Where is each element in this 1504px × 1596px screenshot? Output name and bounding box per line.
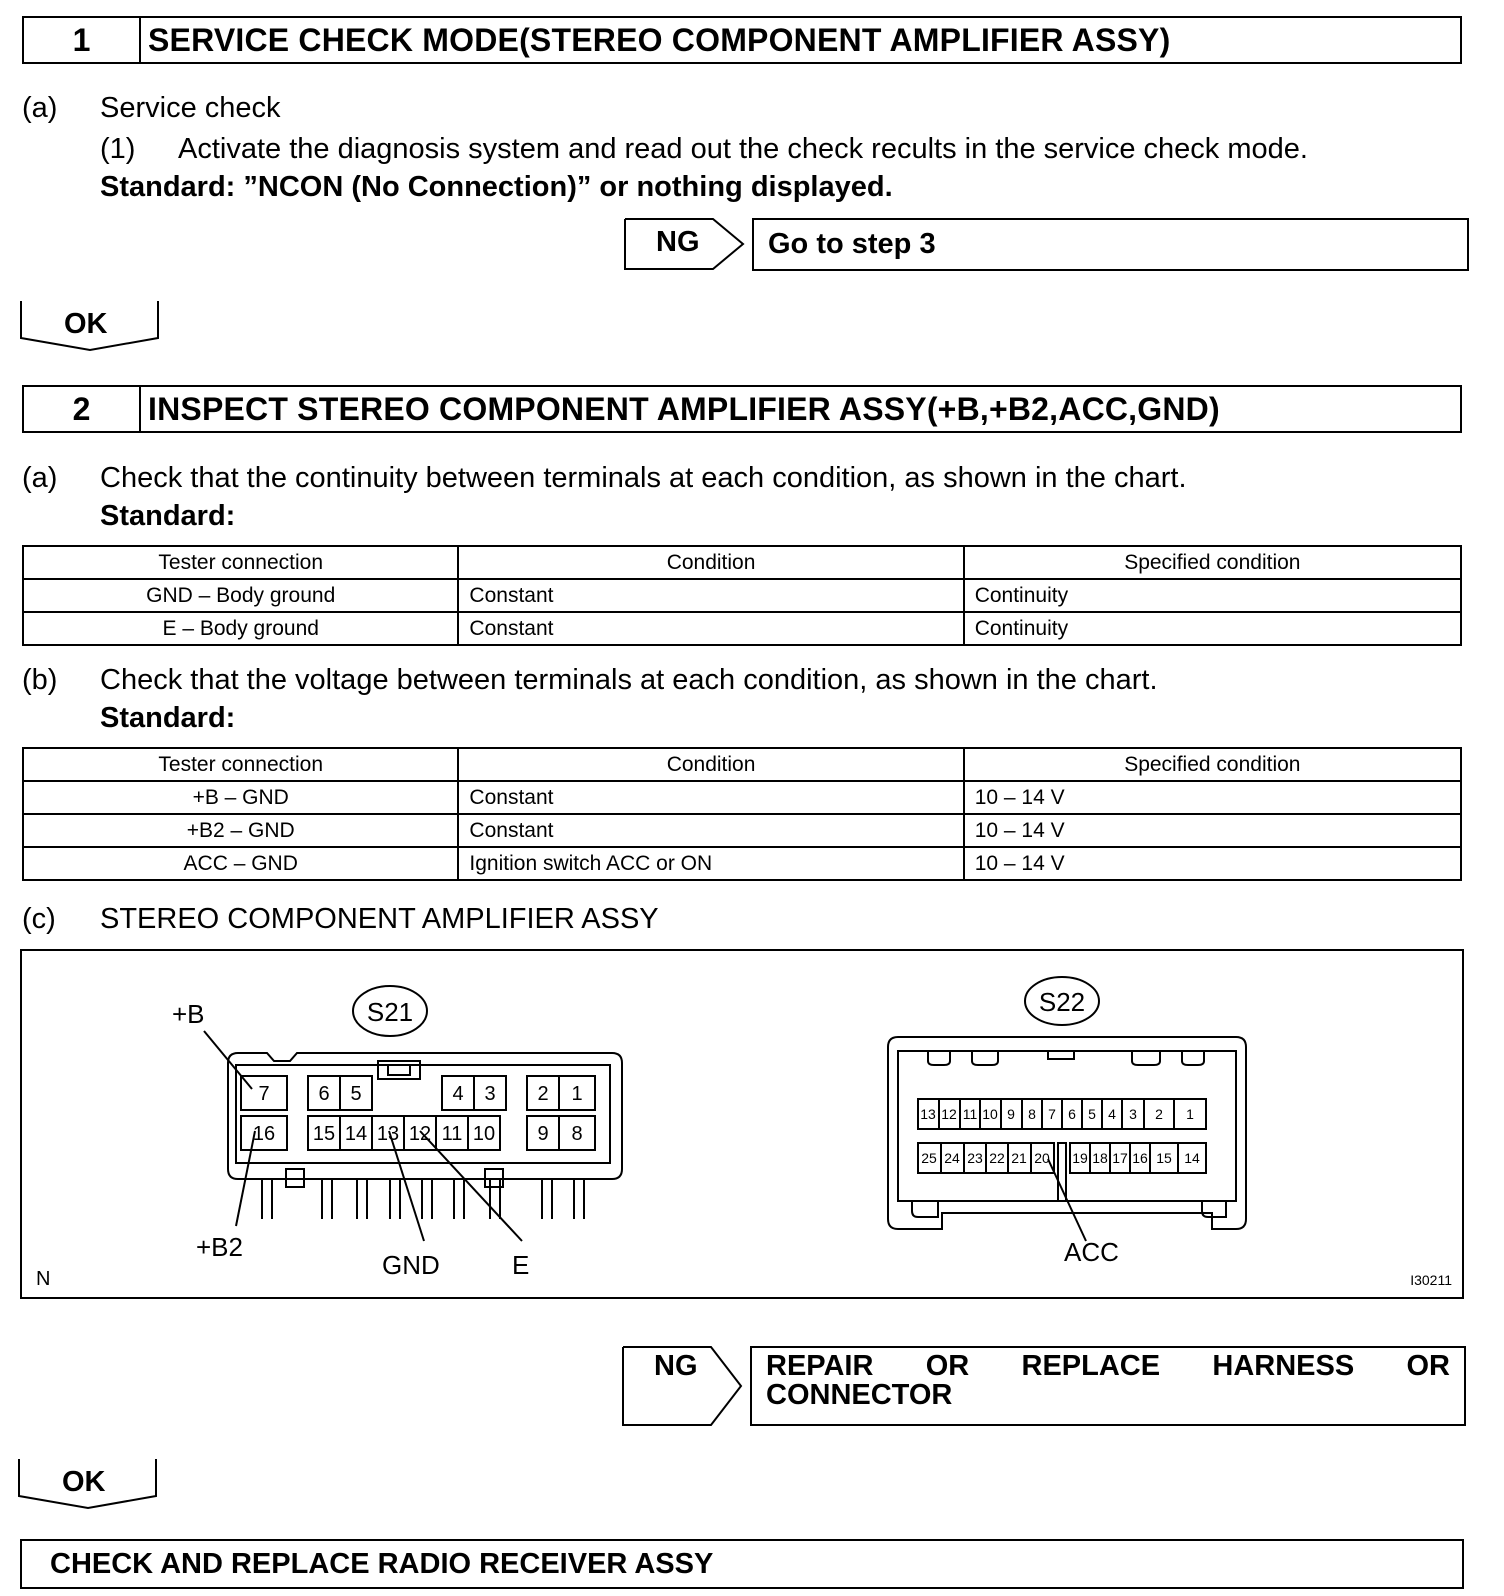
final-action-box xyxy=(20,1539,1464,1589)
pin-label: 1 xyxy=(571,1083,583,1105)
pin-label: 17 xyxy=(1112,1150,1128,1166)
step-number: 1 xyxy=(24,18,141,62)
ok-indicator xyxy=(20,300,160,352)
table-row xyxy=(23,847,1461,880)
header-cell: Specified condition xyxy=(964,546,1461,579)
callout-b: +B xyxy=(172,999,205,1029)
step-title: INSPECT STEREO COMPONENT AMPLIFIER ASSY(+B,+B2,ACC,GND) xyxy=(148,390,1220,427)
pin-label: 15 xyxy=(312,1123,336,1145)
pin-label: 15 xyxy=(1156,1150,1172,1166)
pin-label: 11 xyxy=(962,1106,978,1122)
table-cell: Constant xyxy=(458,612,963,645)
s22-label: S22 xyxy=(1038,987,1086,1017)
table-cell: ACC – GND xyxy=(23,847,458,880)
ok-indicator xyxy=(18,1458,158,1510)
pin-label: 12 xyxy=(408,1123,432,1145)
header-cell: Condition xyxy=(458,546,963,579)
table-cell: Constant xyxy=(458,579,963,612)
pin-label: 20 xyxy=(1034,1150,1050,1166)
table-cell: Continuity xyxy=(964,612,1461,645)
figure-id: I30211 xyxy=(1410,1272,1452,1288)
s21-label: S21 xyxy=(366,997,414,1027)
callout-b2: +B2 xyxy=(196,1232,243,1262)
pin-label: 23 xyxy=(967,1150,983,1166)
ng-action-text: Go to step 3 xyxy=(768,228,936,260)
pin-label: 11 xyxy=(441,1123,463,1145)
pin-label: 19 xyxy=(1072,1150,1088,1166)
callout-gnd: GND xyxy=(382,1250,440,1280)
ng-action-text: REPAIR OR REPLACE HARNESS OR CONNECTOR xyxy=(766,1350,1450,1411)
pin-label: 22 xyxy=(989,1150,1005,1166)
pin-label: 10 xyxy=(472,1123,496,1145)
pin-label: 12 xyxy=(941,1106,957,1122)
table-row xyxy=(23,781,1461,814)
item-label: (a) xyxy=(22,462,58,494)
step-number: 2 xyxy=(24,387,141,431)
pin-label: 3 xyxy=(1129,1106,1137,1122)
callout-acc: ACC xyxy=(1064,1237,1119,1267)
pin-label: 5 xyxy=(350,1083,362,1105)
item-text: Check that the continuity between terminals at each condition, as shown in the chart. xyxy=(100,462,1187,494)
step-1-header xyxy=(22,16,1462,64)
table-row xyxy=(23,612,1461,645)
pin-label: 14 xyxy=(1184,1150,1200,1166)
standard-label: Standard: xyxy=(100,500,236,532)
table-cell: Ignition switch ACC or ON xyxy=(458,847,963,880)
header-cell: Tester connection xyxy=(23,546,458,579)
table-cell: +B2 – GND xyxy=(23,814,458,847)
pin-label: 2 xyxy=(537,1083,549,1105)
pin-label: 8 xyxy=(571,1123,583,1145)
table-cell: Continuity xyxy=(964,579,1461,612)
header-cell: Specified condition xyxy=(964,748,1461,781)
pin-label: 9 xyxy=(537,1123,549,1145)
ok-label: OK xyxy=(62,1466,106,1498)
ok-label: OK xyxy=(64,308,108,340)
pin-label: 13 xyxy=(376,1123,400,1145)
table-cell: 10 – 14 V xyxy=(964,781,1461,814)
table-header-row xyxy=(23,546,1461,579)
pin-label: 13 xyxy=(920,1106,936,1122)
item-text: Check that the voltage between terminals at each condition, as shown in the chart. xyxy=(100,664,1158,696)
table-cell: Constant xyxy=(458,781,963,814)
step-2-header xyxy=(22,385,1462,433)
ng-label: NG xyxy=(656,226,700,258)
pin-label: 9 xyxy=(1007,1106,1015,1122)
ng-arrow xyxy=(624,218,748,271)
pin-label: 14 xyxy=(344,1123,368,1145)
item-text: STEREO COMPONENT AMPLIFIER ASSY xyxy=(100,903,659,935)
voltage-table xyxy=(22,747,1462,881)
pin-label: 7 xyxy=(1048,1106,1056,1122)
table-cell: E – Body ground xyxy=(23,612,458,645)
pin-label: 2 xyxy=(1155,1106,1163,1122)
table-cell: +B – GND xyxy=(23,781,458,814)
pin-label: 18 xyxy=(1092,1150,1108,1166)
table-header-row xyxy=(23,748,1461,781)
ng-action-box xyxy=(750,1346,1466,1426)
pin-label: 1 xyxy=(1186,1106,1194,1122)
pin-label: 8 xyxy=(1028,1106,1036,1122)
item-text: Service check xyxy=(100,92,281,124)
item-label: (c) xyxy=(22,903,56,935)
ng-arrow xyxy=(622,1346,746,1426)
pin-label: 6 xyxy=(1068,1106,1076,1122)
continuity-table xyxy=(22,545,1462,646)
pin-label: 21 xyxy=(1011,1150,1027,1166)
final-action-text: CHECK AND REPLACE RADIO RECEIVER ASSY xyxy=(50,1547,714,1580)
sub-item-text: Activate the diagnosis system and read out the check recults in the service check mode. xyxy=(178,133,1308,165)
pin-label: 7 xyxy=(258,1083,270,1105)
table-row xyxy=(23,814,1461,847)
header-cell: Condition xyxy=(458,748,963,781)
sub-item-label: (1) xyxy=(100,133,136,165)
ng-action-box xyxy=(752,218,1469,271)
standard-label: Standard: xyxy=(100,702,236,734)
connector-diagram xyxy=(20,949,1464,1299)
table-cell: GND – Body ground xyxy=(23,579,458,612)
step-title: SERVICE CHECK MODE(STEREO COMPONENT AMPLIFIER ASSY) xyxy=(148,21,1171,58)
callout-e: E xyxy=(512,1250,530,1280)
pin-label: 16 xyxy=(1132,1150,1148,1166)
table-cell: Constant xyxy=(458,814,963,847)
header-cell: Tester connection xyxy=(23,748,458,781)
ng-label: NG xyxy=(654,1350,698,1382)
corner-label: N xyxy=(36,1268,51,1290)
pin-label: 4 xyxy=(1108,1106,1116,1122)
pin-label: 3 xyxy=(484,1083,496,1105)
table-cell: 10 – 14 V xyxy=(964,847,1461,880)
pin-label: 4 xyxy=(452,1083,464,1105)
s21-pin-labels xyxy=(253,1083,583,1145)
item-label: (a) xyxy=(22,92,58,124)
pin-label: 5 xyxy=(1088,1106,1096,1122)
table-row xyxy=(23,579,1461,612)
pin-label: 6 xyxy=(318,1083,330,1105)
standard-text: Standard: ”NCON (No Connection)” or nothing displayed. xyxy=(100,171,893,203)
pin-label: 24 xyxy=(944,1150,960,1166)
pin-label: 16 xyxy=(252,1123,276,1145)
pin-label: 10 xyxy=(982,1106,998,1122)
s22-pin-labels xyxy=(920,1106,1200,1166)
pin-label: 25 xyxy=(921,1150,937,1166)
table-cell: 10 – 14 V xyxy=(964,814,1461,847)
item-label: (b) xyxy=(22,664,58,696)
